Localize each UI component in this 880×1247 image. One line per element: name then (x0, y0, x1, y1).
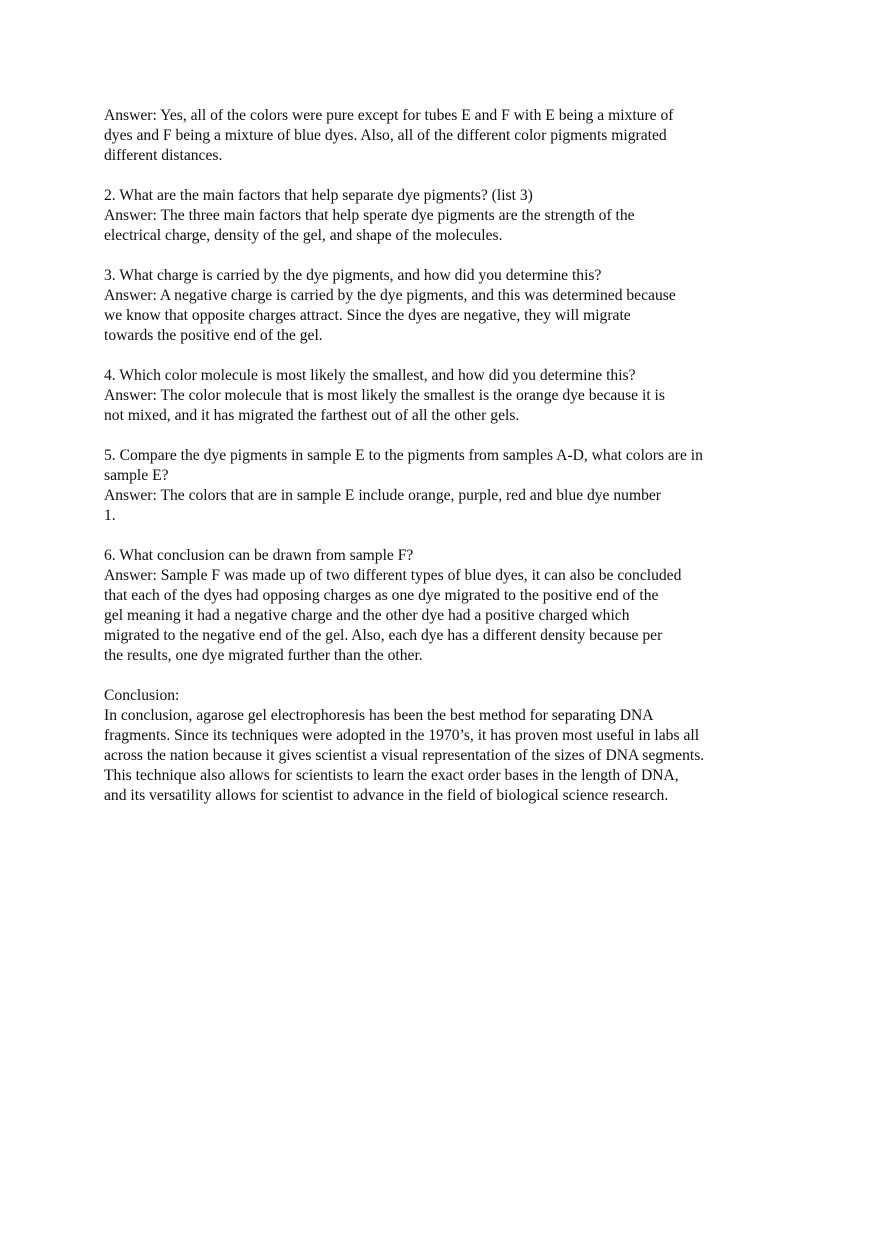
text-line: Answer: The color molecule that is most likely the smallest is the orange dye because it is (104, 387, 665, 404)
text-line: we know that opposite charges attract. Since the dyes are negative, they will migrate (104, 307, 631, 324)
text-line: gel meaning it had a negative charge and the other dye had a positive charged which (104, 607, 630, 624)
text-line: In conclusion, agarose gel electrophoresis has been the best method for separating DNA (104, 707, 654, 724)
question-line: 6. What conclusion can be drawn from sample F? (104, 547, 414, 564)
text-line: that each of the dyes had opposing charges as one dye migrated to the positive end of the (104, 587, 659, 604)
question-line: sample E? (104, 467, 169, 484)
text-line: Answer: The colors that are in sample E include orange, purple, red and blue dye number (104, 487, 662, 504)
text-line: fragments. Since its techniques were adopted in the 1970’s, it has proven most useful in labs all (104, 727, 700, 744)
conclusion-paragraph (104, 686, 780, 806)
text-line: Answer: A negative charge is carried by the dye pigments, and this was determined because (104, 287, 676, 304)
conclusion-heading: Conclusion: (104, 687, 180, 704)
text-line: different distances. (104, 147, 223, 164)
text-line: Answer: The three main factors that help sperate dye pigments are the strength of the (104, 207, 635, 224)
text-line: and its versatility allows for scientist to advance in the field of biological science research. (104, 787, 669, 804)
question-line: 4. Which color molecule is most likely the smallest, and how did you determine this? (104, 367, 636, 384)
text-line: dyes and F being a mixture of blue dyes. Also, all of the different color pigments migrated (104, 127, 667, 144)
question-line: 2. What are the main factors that help separate dye pigments? (list 3) (104, 187, 533, 204)
question-4-paragraph (104, 366, 780, 426)
question-line: 3. What charge is carried by the dye pigments, and how did you determine this? (104, 267, 602, 284)
question-2-paragraph (104, 186, 780, 246)
document-body (104, 106, 780, 826)
question-line: 5. Compare the dye pigments in sample E to the pigments from samples A-D, what colors are in (104, 447, 703, 464)
text-line: migrated to the negative end of the gel. Also, each dye has a different density because per (104, 627, 663, 644)
text-line: This technique also allows for scientists to learn the exact order bases in the length of DNA, (104, 767, 679, 784)
text-line: not mixed, and it has migrated the farthest out of all the other gels. (104, 407, 520, 424)
question-6-paragraph (104, 546, 780, 666)
text-line: electrical charge, density of the gel, and shape of the molecules. (104, 227, 503, 244)
text-line: across the nation because it gives scientist a visual representation of the sizes of DNA segments. (104, 747, 705, 764)
text-line: Answer: Yes, all of the colors were pure except for tubes E and F with E being a mixture of (104, 107, 674, 124)
text-line: 1. (104, 507, 116, 524)
text-line: Answer: Sample F was made up of two different types of blue dyes, it can also be concluded (104, 567, 682, 584)
text-line: the results, one dye migrated further than the other. (104, 647, 423, 664)
question-3-paragraph (104, 266, 780, 346)
question-5-paragraph (104, 446, 780, 526)
answer-1-paragraph (104, 106, 780, 166)
text-line: towards the positive end of the gel. (104, 327, 323, 344)
